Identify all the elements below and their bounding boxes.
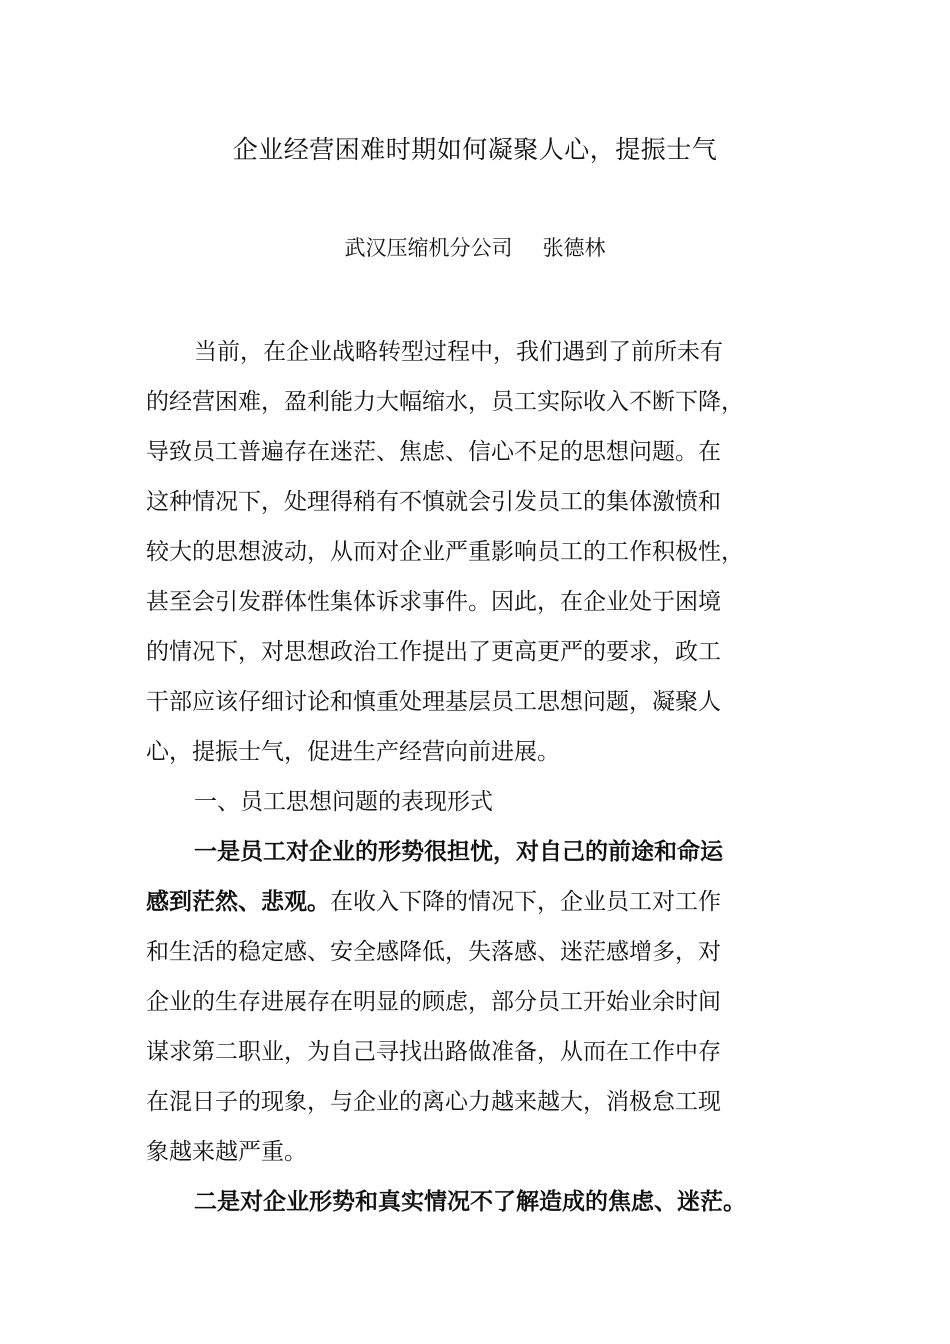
line-text: 的情况下，对思想政治工作提出了更高更严的要求，政工 <box>146 639 721 665</box>
byline-author: 张德林 <box>542 236 606 260</box>
text-line <box>146 427 826 477</box>
text-line <box>146 327 826 377</box>
text-line <box>146 1127 826 1177</box>
byline-organization: 武汉压缩机分公司 <box>344 236 513 260</box>
line-text: 在收入下降的情况下，企业员工对工作 <box>330 889 721 915</box>
emphasis-text: 一是员工对企业的形势很担忧，对自己的前途和命运 <box>194 839 723 865</box>
text-line <box>146 877 826 927</box>
line-text: 在混日子的现象，与企业的离心力越来越大，消极怠工现 <box>146 1089 721 1115</box>
text-line <box>146 977 826 1027</box>
line-text: 的经营困难，盈利能力大幅缩水，员工实际收入不断下降， <box>146 389 744 415</box>
text-line <box>146 677 826 727</box>
line-text: 象越来越严重。 <box>146 1139 307 1165</box>
emphasis-text: 感到茫然、悲观。 <box>146 889 330 915</box>
text-line <box>146 827 826 877</box>
line-text: 导致员工普遍存在迷茫、焦虑、信心不足的思想问题。在 <box>146 439 721 465</box>
line-text: 干部应该仔细讨论和慎重处理基层员工思想问题，凝聚人 <box>146 689 721 715</box>
document-body <box>146 327 826 1227</box>
text-line <box>146 477 826 527</box>
line-text: 企业的生存进展存在明显的顾虑，部分员工开始业余时间 <box>146 989 721 1015</box>
text-line <box>146 627 826 677</box>
text-line <box>146 1177 826 1227</box>
line-text: 心，提振士气，促进生产经营向前进展。 <box>146 739 560 765</box>
text-line <box>146 727 826 777</box>
emphasis-text: 二是对企业形势和真实情况不了解造成的焦虑、迷茫。 <box>194 1189 746 1215</box>
text-line <box>146 577 826 627</box>
text-line <box>146 777 826 827</box>
line-text: 谋求第二职业，为自己寻找出路做准备，从而在工作中存 <box>146 1039 721 1065</box>
line-text: 这种情况下，处理得稍有不慎就会引发员工的集体激愤和 <box>146 489 721 515</box>
line-text: 当前，在企业战略转型过程中，我们遇到了前所未有 <box>194 339 723 365</box>
text-line <box>146 1077 826 1127</box>
text-line <box>146 1027 826 1077</box>
text-line <box>146 377 826 427</box>
line-text: 甚至会引发群体性集体诉求事件。因此，在企业处于困境 <box>146 589 721 615</box>
line-text: 较大的思想波动，从而对企业严重影响员工的工作积极性， <box>146 539 744 565</box>
text-line <box>146 527 826 577</box>
document-title: 企业经营困难时期如何凝聚人心，提振士气 <box>232 135 718 164</box>
text-line <box>146 927 826 977</box>
line-text: 和生活的稳定感、安全感降低，失落感、迷茫感增多，对 <box>146 939 721 965</box>
line-text: 一、员工思想问题的表现形式 <box>194 789 493 815</box>
byline <box>0 232 950 264</box>
